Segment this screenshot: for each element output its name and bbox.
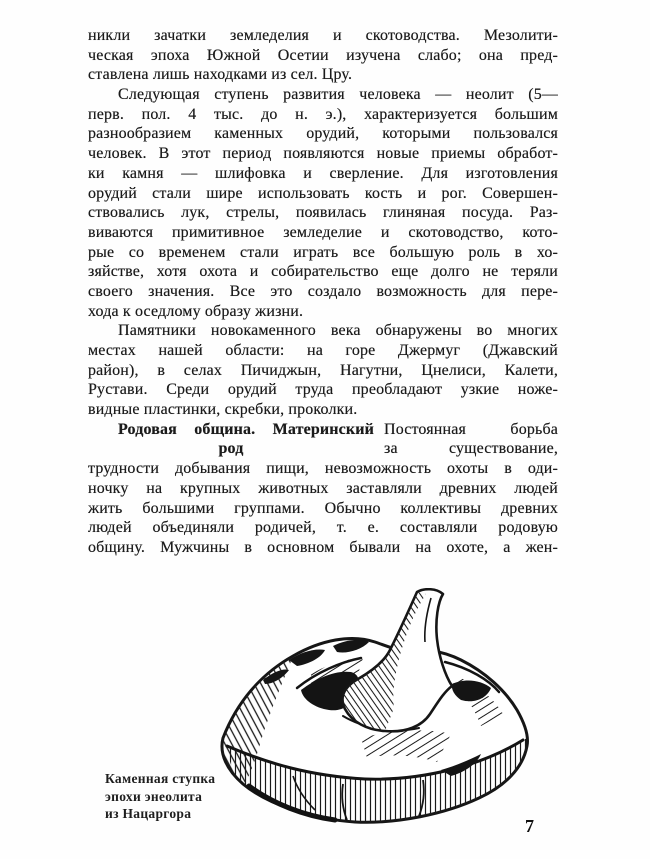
text-line: перв. пол. 4 тыс. до н. э.), характеризуется большим [88, 105, 558, 123]
text-line: людей объединяли родичей, т. е. составляли родовую [88, 519, 558, 537]
illustration-figure [88, 584, 558, 850]
text-line: местах нашей области: на горе Джермуг (Джавский [88, 342, 558, 359]
paragraph-1 [88, 26, 558, 85]
section-body-line-2: за существование, [384, 440, 558, 458]
section-heading-row-2 [88, 439, 558, 459]
figure-caption [105, 770, 215, 823]
section-body-line-1: Постоянная борьба [384, 420, 558, 438]
paragraph-3 [88, 321, 558, 419]
text-line: общину. Мужчины в основном бывали на охоте, а жен- [88, 538, 558, 556]
section-heading-bold-line-1: Родовая община. Материнский [118, 420, 374, 438]
figure-caption-line: из Нацаргора [105, 806, 192, 822]
text-line: своего значения. Все это создало возможность для пере- [88, 282, 558, 300]
figure-caption-line: эпохи энеолита [105, 788, 203, 804]
text-line: разнообразием каменных орудий, которыми пользовался [88, 125, 558, 143]
page-number: 7 [525, 816, 534, 836]
text-line: трудности добывания пищи, невозможность охоты в оди- [88, 460, 558, 478]
text-line: ческая эпоха Южной Осетии изучена слабо; она пред- [88, 46, 558, 64]
section-heading-bold-line-2: род [218, 440, 244, 458]
text-line: ствовались лук, стрелы, появилась глиняная посуда. Раз- [88, 204, 558, 222]
text-line: ки камня — шлифовка и сверление. Для изготовления [88, 164, 558, 182]
paragraph-4 [88, 459, 558, 557]
text-line: Рустави. Среди орудий труда преобладают узкие ноже- [88, 381, 558, 399]
paragraph-2 [88, 85, 558, 321]
text-line: район), в селах Пичиджын, Нагутни, Цнелиси, Калети, [88, 361, 558, 379]
text-line: зяйстве, хотя охота и собирательство еще долго не теряли [88, 263, 558, 281]
text-line: хода к оседлому образу жизни. [88, 302, 304, 320]
text-line: ночку на крупных животных заставляли древних людей [88, 479, 558, 497]
text-line: никли зачатки земледелия и скотоводства. Мезолити- [88, 27, 558, 44]
stone-mortar-illustration [193, 588, 545, 838]
text-line: человек. В этот период появляются новые приемы обработ- [88, 145, 558, 163]
text-line: видные пластинки, скребки, проколки. [88, 401, 358, 419]
text-block [88, 26, 558, 558]
section-heading-row-1 [88, 420, 558, 440]
text-line: жить большими группами. Обычно коллективы древних [88, 499, 558, 517]
text-line: Следующая ступень развития человека — неолит (5— [118, 86, 558, 104]
text-line: Памятники новокаменного века обнаружены во многих [118, 322, 558, 340]
text-line: виваются примитивное земледелие и скотоводство, кото- [88, 223, 558, 241]
text-line: ставлена лишь находками из сел. Цру. [88, 66, 353, 84]
text-line: рые со временем стали играть все большую роль в хо- [88, 243, 558, 261]
figure-caption-line: Каменная ступка [105, 771, 216, 786]
text-line: орудий стали шире использовать кость и рог. Совершен- [88, 184, 558, 202]
